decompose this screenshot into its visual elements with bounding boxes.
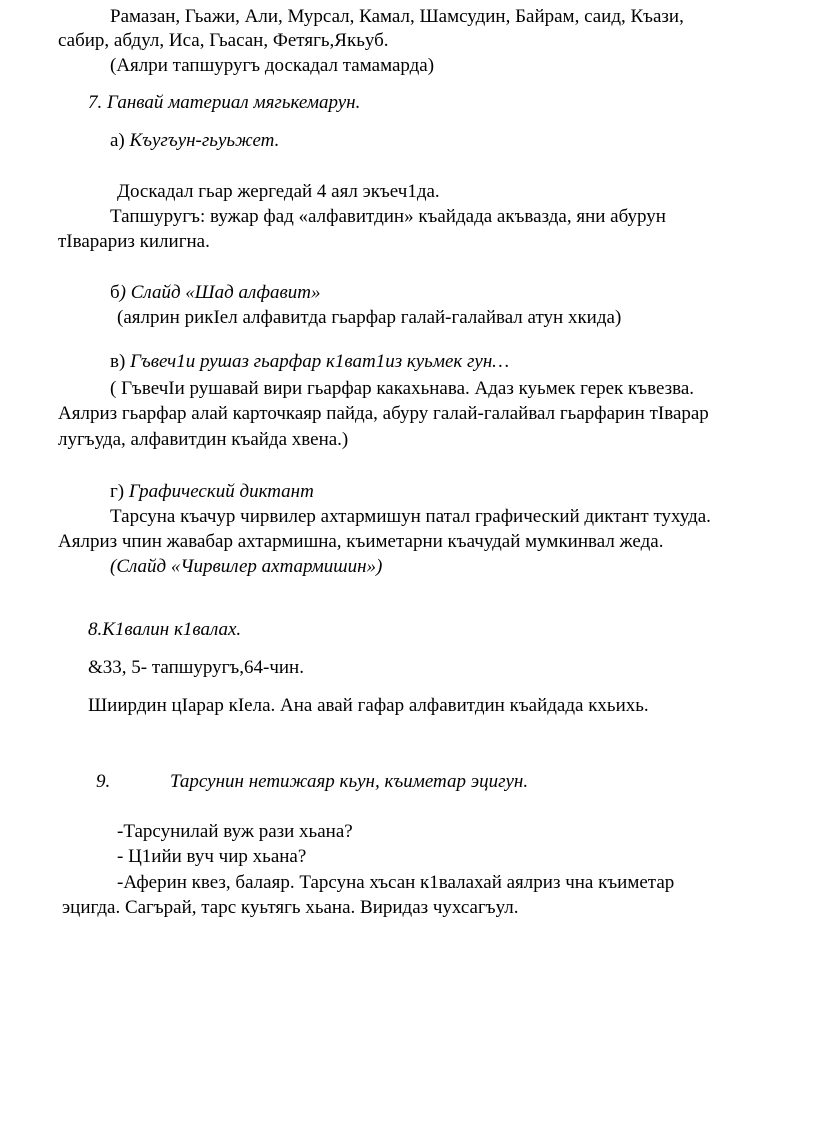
item-g-text-1: Тарсуна къачур чирвилер ахтармишун патал графический диктант тухуда. <box>110 506 711 527</box>
section-9-heading: Тарсунин нетижаяр кьун, къиметар эцигун. <box>170 771 529 792</box>
item-g-text-2: Аялриз чпин жавабар ахтармишна, къиметарни къачудай мумкинвал жеда. <box>58 531 664 552</box>
section-9-line-1: -Тарсунилай вуж рази хьана? <box>117 821 353 842</box>
item-g-slide: (Слайд «Чирвилер ахтармишин») <box>110 556 383 577</box>
names-note: (Аялри тапшуругъ доскадал тамамарда) <box>110 55 435 76</box>
section-9-line-3: -Аферин квез, балаяр. Тарсуна хъсан к1валахай аялриз чна къиметар <box>117 872 675 893</box>
item-v-text-3: лугъуда, алфавитдин къайда хвена.) <box>58 429 349 450</box>
item-v-marker: в) <box>110 351 126 372</box>
section-8-text-2: Шиирдин цIарар кIела. Ана авай гафар алфавитдин къайдада кхьихь. <box>88 695 649 716</box>
section-9-line-4: эцигда. Сагърай, тарс куьтягь хьана. Виридаз чухсагъул. <box>62 897 519 918</box>
item-v-text-1: ( ГъвечIи рушавай вири гьарфар какахьнава. Адаз куьмек герек къвезва. <box>110 378 695 399</box>
section-8-text-1: &33, 5- тапшуругъ,64-чин. <box>88 657 304 678</box>
item-g-marker: г) <box>110 481 125 502</box>
names-line-2: сабир, абдул, Иса, Гьасан, Фетягь,Якьуб. <box>58 30 389 51</box>
item-v-title: Гъвеч1и рушаз гьарфар к1ват1из куьмек гун… <box>130 351 510 372</box>
item-a-title-line <box>110 129 279 153</box>
item-g-title-line <box>110 480 314 504</box>
item-a-marker: а) <box>110 130 125 151</box>
section-7-heading: 7. Ганвай материал мягькемарун. <box>88 92 361 113</box>
item-a-text-3: тIварариз килигна. <box>58 231 210 252</box>
item-g-title: Графический диктант <box>128 481 314 502</box>
section-9-number: 9. <box>96 771 111 792</box>
names-line-1: Рамазан, Гьажи, Али, Мурсал, Камал, Шамсудин, Байрам, саид, Къази, <box>110 6 684 27</box>
section-8-heading: 8.К1валин к1валах. <box>88 619 242 640</box>
item-a-title: Къугъун-гьуьжет. <box>129 130 280 151</box>
item-b-title: ) Слайд «Шад алфавит» <box>119 282 321 303</box>
item-b-marker: б <box>110 282 120 303</box>
item-a-text-2: Тапшуругъ: вужар фад «алфавитдин» къайдада акъвазда, яни абурун <box>110 206 666 227</box>
item-b-title-line <box>110 281 320 305</box>
section-9-line-2: - Ц1ийи вуч чир хьана? <box>117 846 307 867</box>
item-v-text-2: Аялриз гьарфар алай карточкаяр пайда, абуру галай-галайвал гьарфарин тIварар <box>58 403 709 424</box>
item-b-text-1: (аялрин рикIел алфавитда гьарфар галай-галайвал атун хкида) <box>117 307 622 328</box>
item-a-text-1: Доскадал гьар жергедай 4 аял экъеч1да. <box>117 181 440 202</box>
item-v-title-line <box>110 350 509 374</box>
